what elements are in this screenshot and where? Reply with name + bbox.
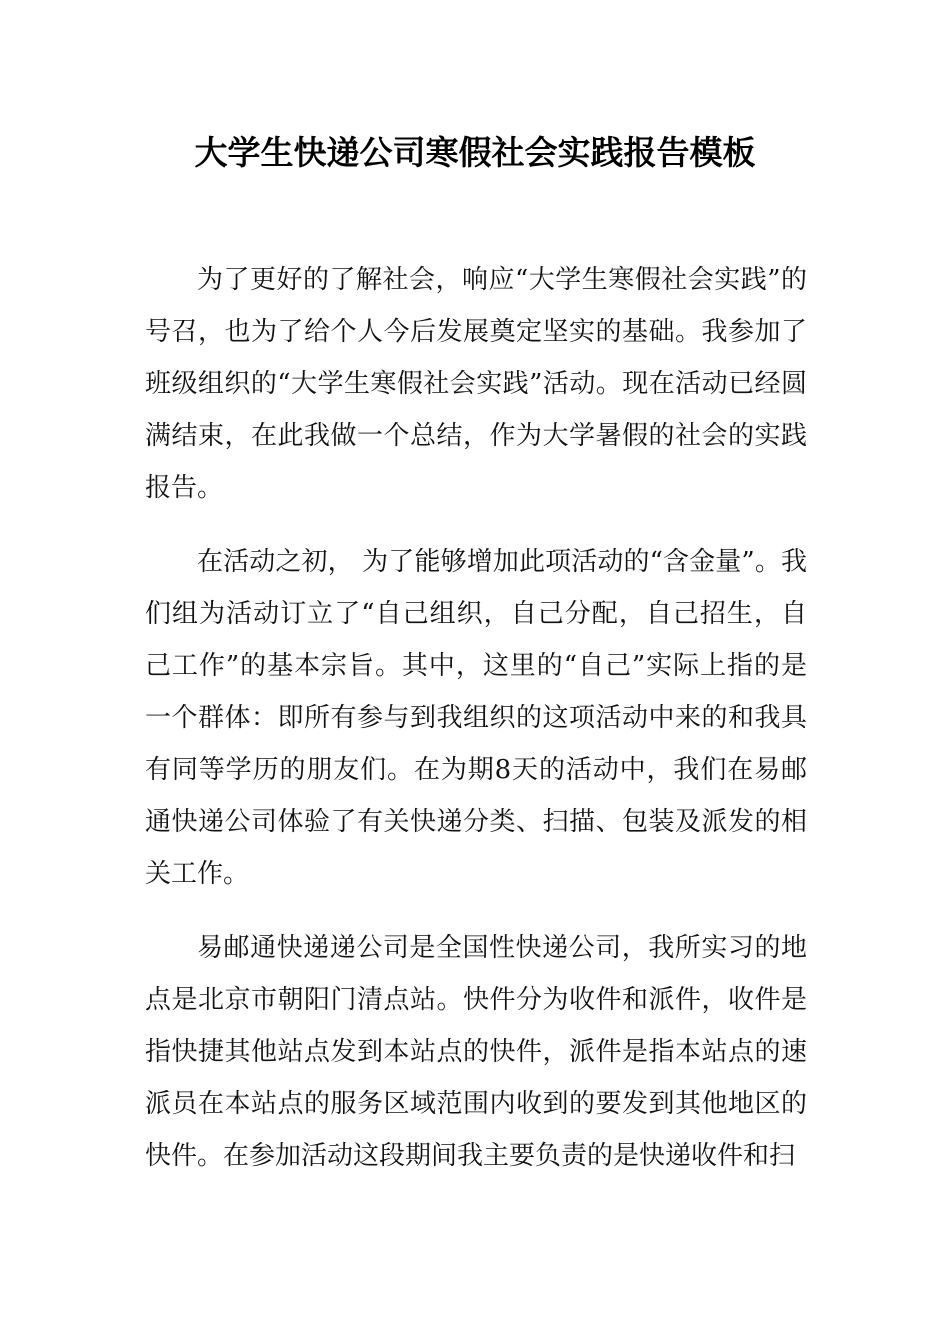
paragraph-1: 为了更好的了解社会，响应“大学生寒假社会实践”的号召，也为了给个人今后发展奠定坚实的基础。我参加了班级组织的“大学生寒假社会实践”活动。现在活动已经圆满结束，在此我做一个总结，作为大学暑假的社会的实践报告。 [145, 265, 807, 503]
paragraph-3: 易邮通快递递公司是全国性快递公司，我所实习的地点是北京市朝阳门清点站。快件分为收件和派件，收件是指快捷其他站点发到本站点的快件，派件是指本站点的速派员在本站点的服务区域范围内收到的要发到其他地区的快件。在参加活动这段期间我主要负责的是快递收件和扫 [145, 933, 807, 1171]
document-body [145, 254, 807, 1182]
document-title: 大学生快递公司寒假社会实践报告模板 [194, 133, 756, 172]
paragraph-2: 在活动之初， 为了能够增加此项活动的“含金量”。我们组为活动订立了“自己组织，自己分配，自己招生，自己工作”的基本宗旨。其中，这里的“自己”实际上指的是一个群体：即所有参与到我组织的这项活动中来的和我具有同等学历的朋友们。在为期8天的活动中，我们在易邮通快递公司体验了有关快递分类、扫描、包装及派发的相关工作。 [145, 547, 807, 889]
